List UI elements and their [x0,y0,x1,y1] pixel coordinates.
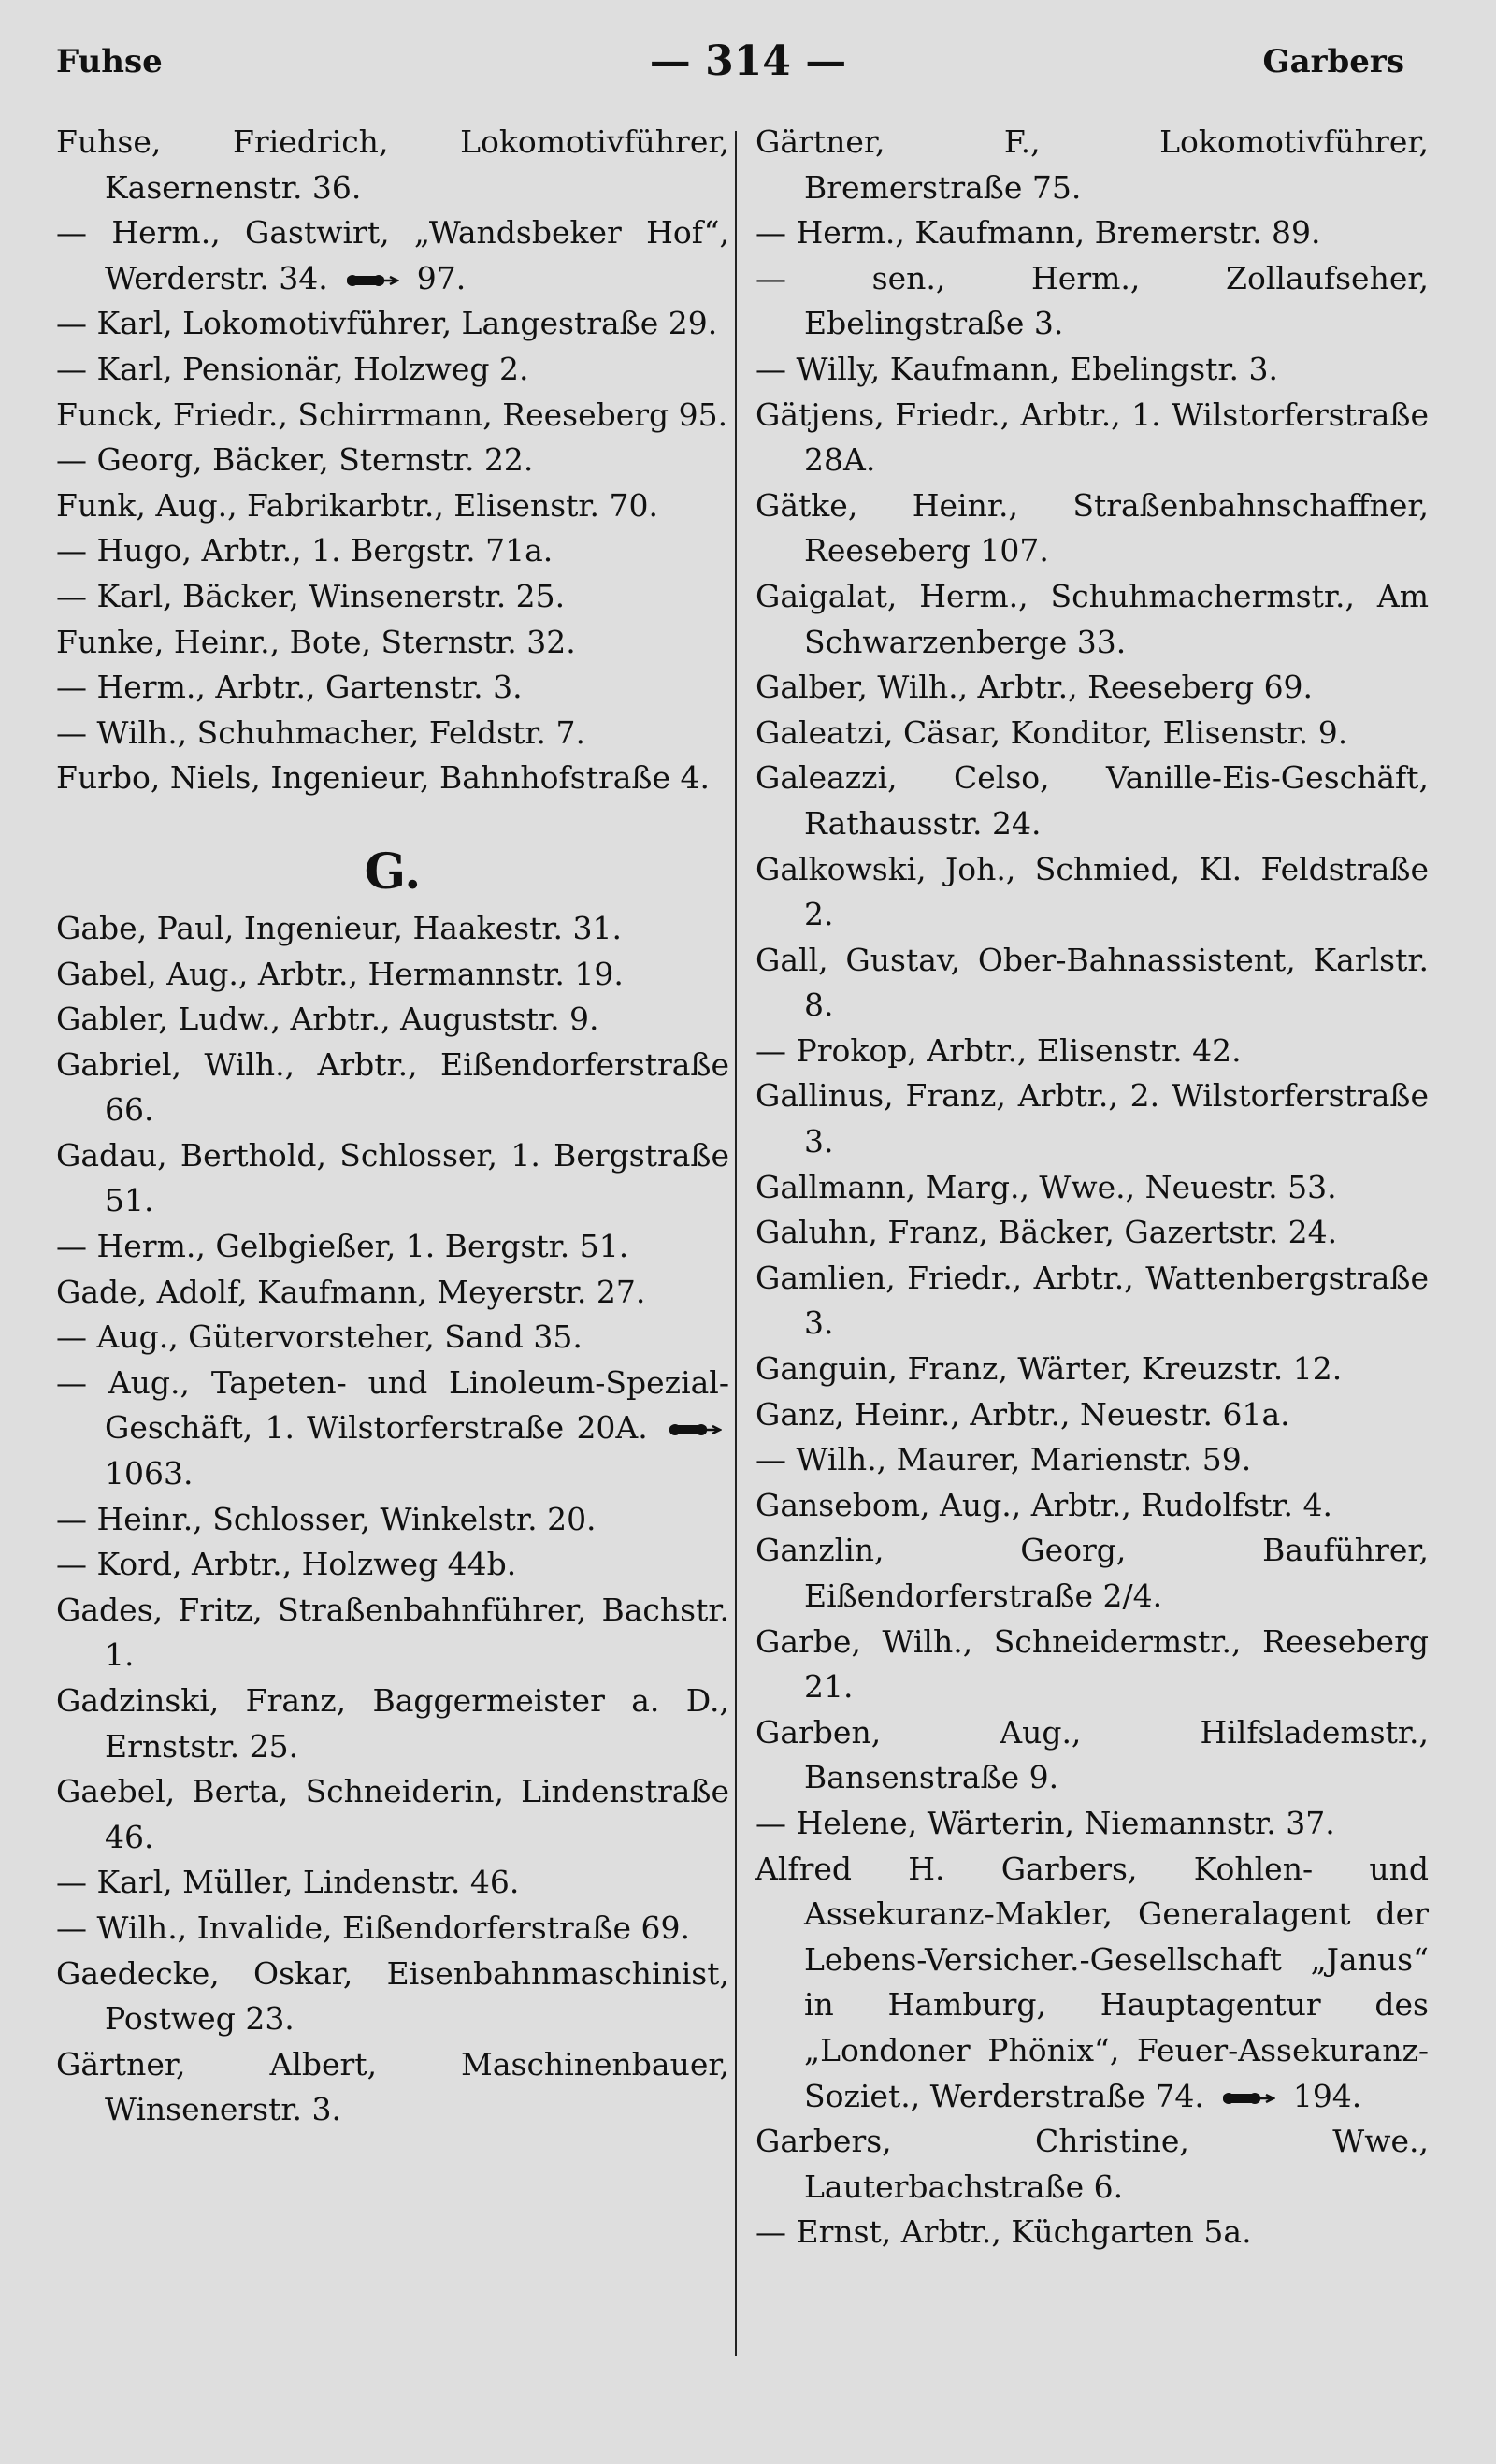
directory-entry: Galuhn, Franz, Bäcker, Gazertstr. 24. [755,1214,1338,1251]
directory-entry: — Helene, Wärterin, Niemannstr. 37. [755,1804,1335,1841]
directory-entry: — Aug., Tapeten- und Linoleum-Spezial-Geschäft, 1. Wilstorferstraße 20A. 1063. [56,1363,729,1492]
left-entries-top [56,120,729,801]
directory-entry: Gades, Fritz, Straßenbahnführer, Bachstr. 1. [56,1591,729,1674]
directory-entry: Gabler, Ludw., Arbtr., Auguststr. 9. [56,1001,599,1038]
directory-entry: Funke, Heinr., Bote, Sternstr. 32. [56,623,576,660]
directory-entry: — Herm., Kaufmann, Bremerstr. 89. [755,214,1321,252]
directory-entry: Gaedecke, Oskar, Eisenbahnmaschinist, Postweg 23. [56,1954,729,2038]
directory-entry: — Wilh., Schuhmacher, Feldstr. 7. [56,713,585,751]
directory-entry: — Prokop, Arbtr., Elisenstr. 42. [755,1031,1242,1069]
page-header [0,37,1496,103]
directory-entry: Alfred H. Garbers, Kohlen- und Assekuranz-Makler, Generalagent der Lebens-Versicher.-Gesellschaft „Janus“ in Hamburg, Hauptagentur des „Londoner Phönix“, Feuer-Assekuranz-Soziet., Werderstraße 74. 194. [755,1850,1429,2114]
header-right-keyword: Garbers [1262,43,1404,80]
directory-entry: — Ernst, Arbtr., Küchgarten 5a. [755,2213,1252,2251]
directory-entry: Gansebom, Aug., Arbtr., Rudolfstr. 4. [755,1486,1332,1523]
directory-entry: Gärtner, F., Lokomotivführer, Bremerstraße 75. [755,123,1429,206]
right-column [755,120,1429,2255]
directory-entry: Furbo, Niels, Ingenieur, Bahnhofstraße 4. [56,759,710,797]
directory-entry: Gaebel, Berta, Schneiderin, Lindenstraße 46. [56,1773,729,1855]
directory-entry: Garben, Aug., Hilfslademstr., Bansenstraße 9. [755,1713,1429,1796]
directory-entry: Galeatzi, Cäsar, Konditor, Elisenstr. 9. [755,713,1348,751]
directory-entry: — Karl, Bäcker, Winsenerstr. 25. [56,577,566,614]
directory-entry: — Aug., Gütervorsteher, Sand 35. [56,1318,583,1356]
telephone-icon [1221,2090,1275,2107]
directory-entry: Funk, Aug., Fabrikarbtr., Elisenstr. 70. [56,486,659,524]
directory-entry: Gärtner, Albert, Maschinenbauer, Winsenerstr. 3. [56,2045,729,2128]
directory-entry: Garbers, Christine, Wwe., Lauterbachstraße 6. [755,2123,1429,2205]
directory-entry: Galber, Wilh., Arbtr., Reeseberg 69. [755,669,1314,706]
directory-entry: Gamlien, Friedr., Arbtr., Wattenbergstraße 3. [755,1259,1429,1342]
directory-entry: Garbe, Wilh., Schneidermstr., Reeseberg 21. [755,1622,1429,1706]
left-entries-bottom [56,906,729,2133]
directory-entry: Gätjens, Friedr., Arbtr., 1. Wilstorferstraße 28A. [755,396,1429,479]
directory-entry: Gadau, Berthold, Schlosser, 1. Bergstraße 51. [56,1136,729,1219]
telephone-icon [668,1421,722,1438]
directory-entry: Gabe, Paul, Ingenieur, Haakestr. 31. [56,909,622,946]
directory-entry: — Hugo, Arbtr., 1. Bergstr. 71a. [56,532,554,569]
directory-entry: — sen., Herm., Zollaufseher, Ebelingstraße 3. [755,259,1429,342]
directory-entry: Gätke, Heinr., Straßenbahnschaffner, Reeseberg 107. [755,486,1429,569]
left-column [56,120,729,2133]
directory-entry: Gall, Gustav, Ober-Bahnassistent, Karlstr. 8. [755,941,1429,1024]
directory-entry: — Georg, Bäcker, Sternstr. 22. [56,441,534,479]
directory-entry: Gade, Adolf, Kaufmann, Meyerstr. 27. [56,1273,646,1310]
directory-entry: Fuhse, Friedrich, Lokomotivführer, Kasernenstr. 36. [56,123,729,206]
header-left-keyword: Fuhse [56,43,163,80]
directory-entry: — Heinr., Schlosser, Winkelstr. 20. [56,1500,597,1537]
directory-entry: — Herm., Gelbgießer, 1. Bergstr. 51. [56,1228,629,1265]
directory-entry: — Karl, Pensionär, Holzweg 2. [56,350,529,387]
telephone-icon [345,272,399,289]
directory-entry: Ganguin, Franz, Wärter, Kreuzstr. 12. [755,1350,1343,1388]
directory-entry: — Wilh., Maurer, Marienstr. 59. [755,1441,1252,1478]
directory-entry: Gabel, Aug., Arbtr., Hermannstr. 19. [56,955,624,992]
page-number: — 314 — [649,37,847,85]
directory-entry: Funck, Friedr., Schirrmann, Reeseberg 95. [56,396,728,433]
directory-entry: Galeazzi, Celso, Vanille-Eis-Geschäft, Rathausstr. 24. [755,759,1429,842]
directory-entry: — Wilh., Invalide, Eißendorferstraße 69. [56,1909,690,1946]
directory-entry: Gadzinski, Franz, Baggermeister a. D., Ernststr. 25. [56,1682,729,1765]
directory-entry: — Herm., Arbtr., Gartenstr. 3. [56,669,523,706]
directory-entry: Ganz, Heinr., Arbtr., Neuestr. 61a. [755,1395,1290,1433]
directory-entry: — Kord, Arbtr., Holzweg 44b. [56,1546,517,1583]
directory-entry: Ganzlin, Georg, Bauführer, Eißendorferstraße 2/4. [755,1532,1429,1614]
directory-entry: — Willy, Kaufmann, Ebelingstr. 3. [755,350,1279,387]
directory-entry: Gallinus, Franz, Arbtr., 2. Wilstorferstraße 3. [755,1077,1429,1160]
column-divider [735,131,737,2356]
right-entries [755,120,1429,2255]
section-letter: G. [364,843,422,901]
directory-entry: — Karl, Müller, Lindenstr. 46. [56,1864,520,1901]
directory-entry: — Herm., Gastwirt, „Wandsbeker Hof“, Werderstr. 34. 97. [56,214,729,296]
directory-entry: Gabriel, Wilh., Arbtr., Eißendorferstraße 66. [56,1045,729,1129]
directory-entry: Gallmann, Marg., Wwe., Neuestr. 53. [755,1168,1337,1205]
directory-entry: Galkowski, Joh., Schmied, Kl. Feldstraße 2. [755,850,1429,933]
directory-entry: — Karl, Lokomotivführer, Langestraße 29. [56,305,718,342]
directory-entry: Gaigalat, Herm., Schuhmachermstr., Am Schwarzenberge 33. [755,577,1429,660]
